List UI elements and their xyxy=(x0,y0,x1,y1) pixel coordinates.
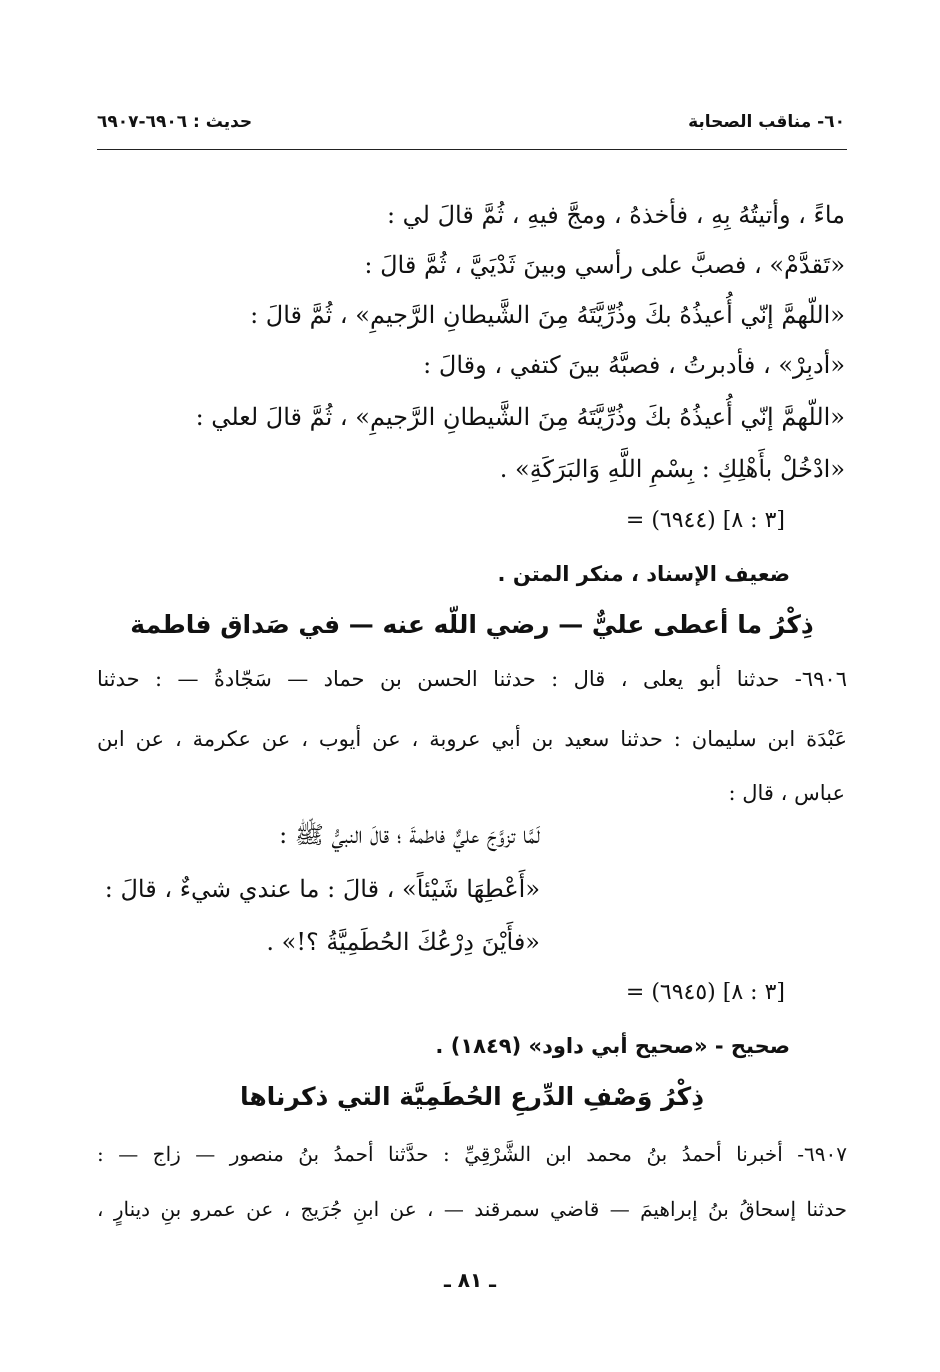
hadith-isnad-line: حدثنا إسحاقُ بنُ إبراهيمَ — قاضي سمرقند — ، عن ابنِ جُرَيج ، عن عمرو بنِ دينارٍ ، xyxy=(97,1197,847,1221)
hadith-grade: ضعيف الإسناد ، منكر المتن . xyxy=(497,562,790,586)
text-line: «اللّهمَّ إنّي أُعيذُهُ بكَ وذُرِّيَّتَهُ مِنَ الشَّيطانِ الرَّجيمِ» ، ثُمَّ قالَ لعلي : xyxy=(195,403,845,431)
text-line: «اللّهمَّ إنّي أُعيذُهُ بكَ وذُرِّيَّتَهُ مِنَ الشَّيطانِ الرَّجيمِ» ، ثُمَّ قالَ : xyxy=(250,301,845,329)
text-line: «فأَيْنَ دِرْعُكَ الحُطَمِيَّةُ ؟!» . xyxy=(266,928,540,956)
hadith-isnad-line: ٦٩٠٧- أخبرنا أحمدُ بنُ محمد ابن الشَّرْقِيِّ : حدَّثنا أحمدُ بنُ منصور — زاج — : xyxy=(97,1142,847,1166)
chapter-title: ٦٠- مناقب الصحابة xyxy=(688,112,845,132)
section-heading: ذِكْرُ وَصْفِ الدِّرعِ الحُطَمِيَّة التي ذكرناها xyxy=(239,1082,705,1111)
cross-reference: = (٦٩٤٤) [٣ : ٨] xyxy=(625,508,785,533)
text-line: لَمَّا تزوَّجَ عليٌّ فاطمةَ ؛ قالَ النبيُّ ﷺ : xyxy=(279,821,540,849)
hadith-isnad-line: عباس ، قال : xyxy=(728,781,845,805)
section-heading: ذِكْرُ ما أعطى عليٌّ — رضي اللّه عنه — في صَداق فاطمة xyxy=(130,610,814,639)
hadith-isnad-line: عَبْدَة ابن سليمان : حدثنا سعيد بن أبي عروبة ، عن أيوب ، عن عكرمة ، عن ابن xyxy=(97,727,847,751)
text-line: «تَقدَّمْ» ، فصبَّ على رأسي وبينَ ثَدْيَيَّ ، ثُمَّ قالَ : xyxy=(364,251,845,279)
text-line: ماءً ، وأتيتُهُ بِهِ ، فأخذهُ ، ومجَّ فيهِ ، ثُمَّ قالَ لي : xyxy=(386,201,845,229)
hadith-range: حديث : ٦٩٠٦-٦٩٠٧ xyxy=(97,112,253,132)
hadith-grade: صحيح - «صحيح أبي داود» (١٨٤٩) . xyxy=(435,1034,790,1058)
hadith-isnad-line: ٦٩٠٦- حدثنا أبو يعلى ، قال : حدثنا الحسن بن حماد — سَجّادةُ — : حدثنا xyxy=(97,667,847,691)
cross-reference: = (٦٩٤٥) [٣ : ٨] xyxy=(625,980,785,1005)
page-number: ـ ٨١ ـ xyxy=(443,1268,497,1292)
header-divider xyxy=(97,149,847,150)
text-line: «أَعْطِهَا شَيْئاً» ، قالَ : ما عندي شيءٌ ، قالَ : xyxy=(104,875,540,903)
text-line: «أدبِرْ» ، فأدبرتُ ، فصبَّهُ بينَ كتفي ، وقالَ : xyxy=(423,351,845,379)
text-line: «ادْخُلْ بأَهْلِكِ : بِسْمِ اللَّهِ وَالبَرَكَةِ» . xyxy=(499,455,845,483)
